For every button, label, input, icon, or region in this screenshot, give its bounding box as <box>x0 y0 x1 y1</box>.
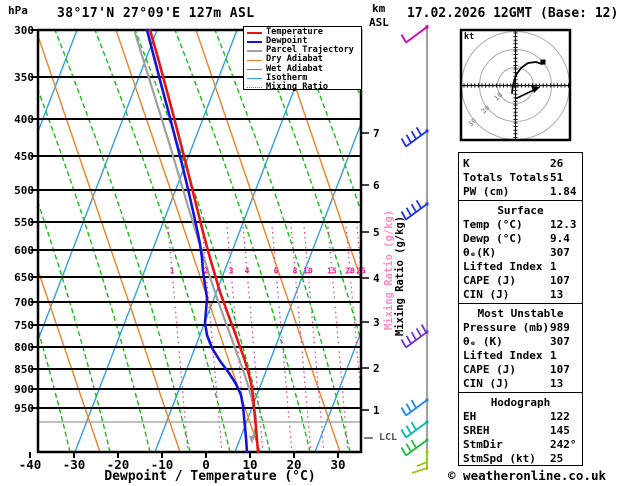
mixing-ratio-axis-label: Mixing Ratio (g/kg) <box>394 215 406 337</box>
parcel-arrowhead <box>249 436 255 444</box>
km-axis-label: km <box>372 2 386 15</box>
hodograph <box>461 30 570 140</box>
pressure-tick-label: 550 <box>14 215 34 229</box>
table-row-value: 145 <box>550 424 570 437</box>
pressure-tick-label: 300 <box>14 23 34 37</box>
table-row <box>459 424 582 437</box>
pressure-tick-label: 750 <box>14 318 34 332</box>
table-row <box>459 260 582 273</box>
mixing-ratio-line <box>291 222 311 452</box>
table-row-value: 13 <box>550 377 564 390</box>
table-row-label: PW (cm) <box>463 185 510 198</box>
temp-tick-label: -40 <box>18 457 42 472</box>
mixing-ratio-value-label: 6 <box>273 266 279 276</box>
table-row-label: Totals Totals <box>463 171 550 184</box>
legend-item-swatch <box>247 69 262 70</box>
table-section-header: Hodograph <box>490 396 551 409</box>
temp-tick-label: 20 <box>286 457 302 472</box>
wind-barb <box>402 26 429 43</box>
pressure-tick-label: 950 <box>14 401 34 415</box>
legend-item <box>247 83 328 92</box>
wind-barb <box>402 127 429 146</box>
legend-box <box>243 26 362 91</box>
table-row-value: 107 <box>550 363 570 376</box>
table-row <box>459 218 582 231</box>
copyright-label: © weatheronline.co.uk <box>448 468 607 483</box>
page-title: 38°17'N 27°09'E 127m ASL <box>57 6 255 21</box>
hodograph-ring-label: 10 <box>492 90 505 103</box>
wind-barb <box>402 439 429 456</box>
mixing-ratio-value-label: 8 <box>292 266 298 276</box>
table-row-value: 1.84 <box>550 185 577 198</box>
mixing-ratio-value-label: 1 <box>169 266 175 276</box>
legend-item-label: Mixing Ratio <box>266 81 329 92</box>
table-row <box>459 288 582 301</box>
table-row <box>459 438 582 451</box>
mixing-ratio-line <box>304 222 324 452</box>
mixing-ratio-line <box>328 222 348 452</box>
table-row-label: StmSpd (kt) <box>463 452 536 465</box>
table-section-divider <box>459 392 582 393</box>
table-row-value: 51 <box>550 171 564 184</box>
table-row-label: CIN (J) <box>463 288 510 301</box>
pressure-axis-unit: hPa <box>8 4 28 17</box>
km-tick-label: 2 <box>373 361 380 375</box>
wind-barb <box>402 421 429 438</box>
table-row <box>459 363 582 376</box>
table-row-value: 25 <box>550 452 564 465</box>
temp-tick-label: 30 <box>330 457 346 472</box>
table-row-value: 13 <box>550 288 564 301</box>
table-section-header: Surface <box>497 204 544 217</box>
wind-barb <box>412 450 429 473</box>
legend-item-swatch <box>247 50 262 52</box>
table-row-label: CIN (J) <box>463 377 510 390</box>
table-row-value: 989 <box>550 321 570 334</box>
mixing-ratio-value-label: 25 <box>356 266 366 276</box>
mixing-ratio-line <box>202 222 222 452</box>
table-row-value: 1 <box>550 349 557 362</box>
legend-item-label: Isotherm <box>266 72 308 83</box>
hodograph-unit-label: kt <box>464 32 475 42</box>
temp-tick-label: -20 <box>106 457 130 472</box>
table-row <box>459 246 582 259</box>
pressure-tick-label: 450 <box>14 149 34 163</box>
table-row <box>459 232 582 245</box>
table-row <box>459 410 582 423</box>
temp-tick-label: -30 <box>62 457 86 472</box>
temp-tick-label: -10 <box>150 457 174 472</box>
km-tick-label: 1 <box>373 403 380 417</box>
table-row-label: SREH <box>463 424 490 437</box>
table-row-value: 307 <box>550 246 570 259</box>
table-row <box>459 171 582 184</box>
table-row-label: θₑ(K) <box>463 246 497 259</box>
pressure-tick-label: 500 <box>14 183 34 197</box>
table-section-header: Most Unstable <box>477 307 564 320</box>
temp-tick-label: 10 <box>242 457 258 472</box>
table-row-label: StmDir <box>463 438 503 451</box>
pressure-tick-label: 850 <box>14 362 34 376</box>
table-row-value: 26 <box>550 157 564 170</box>
table-row-label: Lifted Index <box>463 349 543 362</box>
table-section-divider <box>459 200 582 201</box>
asl-axis-label: ASL <box>369 16 389 29</box>
legend-item-swatch <box>247 78 262 79</box>
table-row-label: Dewp (°C) <box>463 232 523 245</box>
table-row <box>459 157 582 170</box>
table-row-label: CAPE (J) <box>463 274 516 287</box>
table-row-value: 9.4 <box>550 232 570 245</box>
table-row-label: CAPE (J) <box>463 363 516 376</box>
mixing-ratio-value-label: 4 <box>244 266 250 276</box>
datetime-label: 17.02.2026 12GMT (Base: 12) <box>407 6 619 21</box>
table-row <box>459 349 582 362</box>
table-row-value: 307 <box>550 335 570 348</box>
pressure-tick-label: 800 <box>14 340 34 354</box>
mixing-ratio-value-label: 2 <box>203 266 209 276</box>
pressure-tick-label: 600 <box>14 243 34 257</box>
temp-tick-label: 0 <box>202 457 210 472</box>
table-row-value: 1 <box>550 260 557 273</box>
table-row-label: EH <box>463 410 477 423</box>
legend-item-swatch <box>247 41 262 43</box>
table-row-label: Pressure (mb) <box>463 321 550 334</box>
legend-item-label: Dewpoint <box>266 36 308 47</box>
km-tick-label: 6 <box>373 178 380 192</box>
mixing-ratio-value-label: 3 <box>228 266 234 276</box>
table-row-label: Lifted Index <box>463 260 543 273</box>
legend-item-swatch <box>247 60 262 61</box>
legend-item-label: Wet Adiabat <box>266 63 323 74</box>
hodograph-ring-label: 30 <box>466 116 479 129</box>
x-axis-title: Dewpoint / Temperature (°C) <box>104 469 316 484</box>
table-row-label: θₑ (K) <box>463 335 503 348</box>
indices-table <box>458 152 583 466</box>
hodograph-ring-label: 20 <box>479 103 492 116</box>
mixing-ratio-value-label: 20 <box>345 266 355 276</box>
table-row <box>459 185 582 198</box>
table-row-value: 242° <box>550 438 577 451</box>
legend-item-label: Temperature <box>266 27 323 37</box>
table-row <box>459 274 582 287</box>
table-section-divider <box>459 303 582 304</box>
table-row <box>459 377 582 390</box>
legend-item-label: Dry Adiabat <box>266 54 323 65</box>
km-tick-label: 3 <box>373 315 380 329</box>
table-row <box>459 321 582 334</box>
pressure-tick-label: 350 <box>14 70 34 84</box>
km-tick-label: 7 <box>373 126 380 140</box>
wind-barb <box>402 399 429 416</box>
table-row-label: K <box>463 157 470 170</box>
table-row-value: 122 <box>550 410 570 423</box>
pressure-tick-label: 700 <box>14 295 34 309</box>
mixing-ratio-value-label: 15 <box>327 266 337 276</box>
table-row-label: Temp (°C) <box>463 218 523 231</box>
mixing-ratio-line <box>346 222 366 452</box>
pressure-tick-label: 900 <box>14 382 34 396</box>
legend-item-label: Parcel Trajectory <box>266 45 354 56</box>
mixing-ratio-axis-label-pink: Mixing Ratio (g/kg) <box>383 209 395 331</box>
mixing-ratio-line <box>243 222 263 452</box>
legend-item-swatch <box>247 32 262 34</box>
table-row-value: 12.3 <box>550 218 577 231</box>
mixing-ratio-value-label: 10 <box>303 266 313 276</box>
hodograph-trace-endpoint <box>541 60 546 65</box>
pressure-tick-label: 400 <box>14 112 34 126</box>
pressure-tick-label: 650 <box>14 270 34 284</box>
km-tick-label: 5 <box>373 225 380 239</box>
table-row <box>459 452 582 465</box>
km-tick-label: 4 <box>373 271 380 285</box>
table-row <box>459 335 582 348</box>
lcl-marker-label: LCL <box>379 432 398 443</box>
mixing-ratio-line <box>168 222 188 452</box>
legend-item-swatch <box>247 87 262 88</box>
mixing-ratio-line <box>272 222 292 452</box>
table-row-value: 107 <box>550 274 570 287</box>
